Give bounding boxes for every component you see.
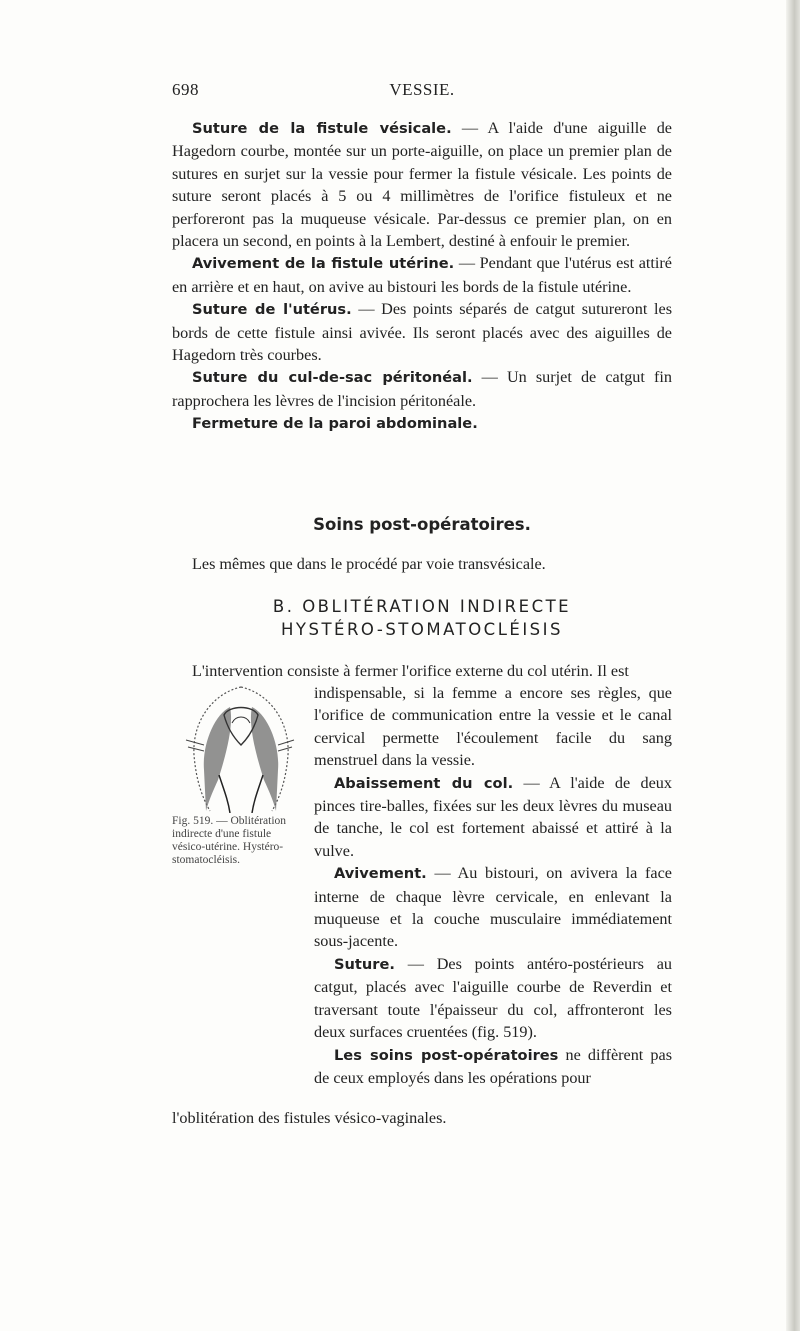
uterus-illustration-icon bbox=[174, 685, 308, 813]
running-head: VESSIE. bbox=[389, 80, 455, 99]
paragraph-title: Avivement de la fistule utérine. bbox=[192, 255, 455, 273]
paragraph-text: — Des points séparés de catgut sutureront les bords de cette fistule ainsi avivée. Ils seront placés avec des aiguilles de Hagedorn très courbes. bbox=[172, 300, 672, 365]
paragraph-avivement-uterine bbox=[172, 252, 672, 298]
paragraph-title: Suture du cul-de-sac péritonéal. bbox=[192, 369, 473, 387]
section-b-final-line-block bbox=[172, 1107, 672, 1129]
soins-text: Les mêmes que dans le procédé par voie transvésicale. bbox=[192, 555, 546, 573]
paragraph-title: Abaissement du col. bbox=[334, 774, 514, 792]
section-b-intro-block bbox=[172, 660, 672, 682]
soins-heading: Soins post-opératoires. bbox=[313, 515, 531, 534]
section-suture bbox=[172, 117, 672, 436]
paragraph-avivement bbox=[314, 862, 672, 953]
paragraph-text: — A l'aide de deux pinces tire-balles, fixées sur les deux lèvres du museau de tanche, le col est fortement abaissé et attiré à la vulve. bbox=[314, 773, 672, 860]
paragraph-text: — A l'aide d'une aiguille de Hagedorn courbe, montée sur un porte-aiguille, on place un premier plan de sutures en surjet sur la vessie pour fermer la fistule vésicale. Les points de suture seront placés à 5 ou 4 millimètres de l'orifice fistuleux et ne perforeront pas la muqueuse vésicale. Par-dessus ce premier plan, on en placera un second, en points à la Lembert, destiné à enfouir le premier. bbox=[172, 119, 672, 251]
paragraph-text: — Au bistouri, on avivera la face interne de chaque lèvre cervicale, en enlevant la muqueuse et la couche musculaire immédiatement sous-jacente. bbox=[314, 864, 672, 951]
section-b-wrapped-column bbox=[314, 682, 672, 1089]
paragraph-suture-vesicale bbox=[172, 117, 672, 252]
section-b-subtitle: HYSTÉRO-STOMATOCLÉISIS bbox=[281, 620, 563, 639]
paragraph-title: Les soins post-opératoires bbox=[334, 1046, 559, 1064]
section-b-final-line: l'oblitération des fistules vésico-vaginales. bbox=[172, 1109, 447, 1127]
paragraph-soins bbox=[314, 1044, 672, 1090]
paragraph-suture-peritoneal bbox=[172, 366, 672, 412]
paragraph-fermeture bbox=[172, 412, 672, 435]
figure-hysterostomatocleisis bbox=[174, 685, 308, 813]
paragraph-text: — Des points antéro-postérieurs au catgut, placés avec l'aiguille courbe de Reverdin et traversant toute l'épaisseur du col, affronteront les deux surfaces cruentées (fig. 519). bbox=[314, 954, 672, 1042]
section-b-intro: L'intervention consiste à fermer l'orifice externe du col utérin. Il est bbox=[192, 662, 629, 680]
section-b-title: B. OBLITÉRATION INDIRECTE bbox=[272, 597, 572, 616]
paragraph-title: Avivement. bbox=[334, 865, 427, 883]
paragraph-indispensable: indispensable, si la femme a encore ses règles, que l'orifice de communication entre la vessie et le canal cervical permette l'écoulement facile du sang menstruel dans la vessie. bbox=[314, 684, 672, 770]
soins-text-block bbox=[172, 553, 672, 575]
page-edge bbox=[786, 0, 800, 1331]
paragraph-suture-uterus bbox=[172, 298, 672, 366]
paragraph-title: Suture. bbox=[334, 955, 395, 973]
paragraph-title: Suture de la fistule vésicale. bbox=[192, 120, 452, 137]
paragraph-text: ne diffèrent pas de ceux employés dans les opérations pour bbox=[314, 1045, 673, 1087]
figure-caption: Fig. 519. — Oblitération indirecte d'une fistule vésico-utérine. Hystéro-stomatocléisis. bbox=[172, 815, 287, 866]
paragraph-title: Fermeture de la paroi abdominale. bbox=[192, 415, 478, 433]
paragraph-title: Suture de l'utérus. bbox=[192, 301, 352, 319]
paragraph-abaissement bbox=[314, 772, 672, 863]
paragraph-suture bbox=[314, 953, 672, 1044]
paragraph-text: — Un surjet de catgut fin rapprochera les lèvres de l'incision péritonéale. bbox=[172, 368, 672, 410]
page-header bbox=[172, 80, 672, 104]
paragraph-text: — Pendant que l'utérus est attiré en arrière et en haut, on avive au bistouri les bords de la fistule utérine. bbox=[172, 254, 672, 296]
page-number: 698 bbox=[172, 80, 199, 99]
